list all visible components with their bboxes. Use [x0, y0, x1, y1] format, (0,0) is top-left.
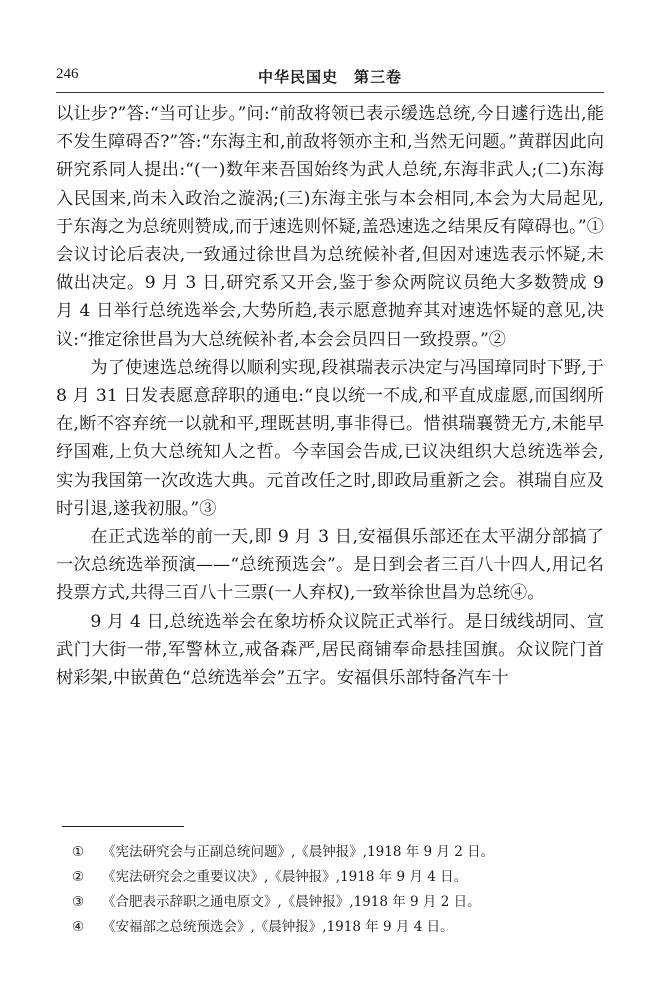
body-text: [56, 100, 604, 692]
page-number: 246: [56, 66, 79, 82]
footnote-mark: ①: [72, 844, 85, 860]
paragraph-2: 为了使速选总统得以顺利实现,段祺瑞表示决定与冯国璋同时下野,于 8 月 31 日发表愿意辞职的通电:“良以统一不成,和平直成虚愿,而国纲所在,断不容弃统一以就和平,理既甚明,事非得已。惜祺瑞襄赞无方,未能早纾国难,上负大总统知人之哲。今幸国会告成,已议决组织大总统选举会,实为我国第一次改选大典。元首改任之时,即政局重新之会。祺瑞自应及时引退,遂我初服。”③: [56, 357, 604, 519]
footnote-text: 《宪法研究会与正副总统问题》,《晨钟报》,1918 年 9 月 2 日。: [102, 844, 495, 860]
paragraph-4: 9 月 4 日,总统选举会在象坊桥众议院正式举行。是日绒线胡同、宣武门大街一带,军警林立,戒备森严,居民商铺奉命悬挂国旗。众议院门首树彩架,中嵌黄色“总统选举会”五字。安福俱乐部特备汽车十: [56, 611, 604, 689]
page-header: [56, 66, 604, 90]
footnote-3: [72, 890, 592, 915]
footnote-1: [72, 840, 592, 865]
footnote-text: 《宪法研究会之重要议决》,《晨钟报》,1918 年 9 月 4 日。: [102, 869, 468, 885]
paragraph-1: 以让步?”答:“当可让步。”问:“前敌将领已表示缓选总统,今日遽行选出,能不发生障碍否?”答:“东海主和,前敌将领亦主和,当然无问题。”黄群因此向研究系同人提出:“(一)数年来吾国始终为武人总统,东海非武人;(二)东海入民国来,尚未入政治之漩涡;(三)东海主张与本会相同,本会为大局起见,于东海之为总统则赞成,而于速选则怀疑,盖恐速选之结果反有障碍也。”①会议讨论后表决,一致通过徐世昌为总统候补者,但因对速选表示怀疑,未做出决定。9 月 3 日,研究系又开会,鉴于参众两院议员绝大多数赞成 9 月 4 日举行总统选举会,大势所趋,表示愿意抛弃其对速选怀疑的意见,决议:“推定徐世昌为大总统候补者,本会会员四日一致投票。”②: [56, 104, 604, 350]
footnote-4: [72, 915, 592, 940]
header-rule: [56, 92, 604, 93]
footnotes: [72, 840, 592, 940]
footnote-mark: ③: [72, 894, 85, 910]
footnote-mark: ②: [72, 869, 85, 885]
footnote-rule: [62, 826, 184, 827]
footnote-mark: ④: [72, 919, 85, 935]
paragraph-3: 在正式选举的前一天,即 9 月 3 日,安福俱乐部还在太平湖分部搞了一次总统选举预演——“总统预选会”。是日到会者三百八十四人,用记名投票方式,共得三百八十三票(一人弃权),一致举徐世昌为总统④。: [56, 527, 604, 604]
footnote-text: 《合肥表示辞职之通电原文》,《晨钟报》,1918 年 9 月 2 日。: [102, 894, 481, 910]
running-title: 中华民国史 第三卷: [257, 68, 402, 86]
footnote-2: [72, 865, 592, 890]
footnote-text: 《安福部之总统预选会》,《晨钟报》,1918 年 9 月 4 日。: [102, 919, 454, 935]
